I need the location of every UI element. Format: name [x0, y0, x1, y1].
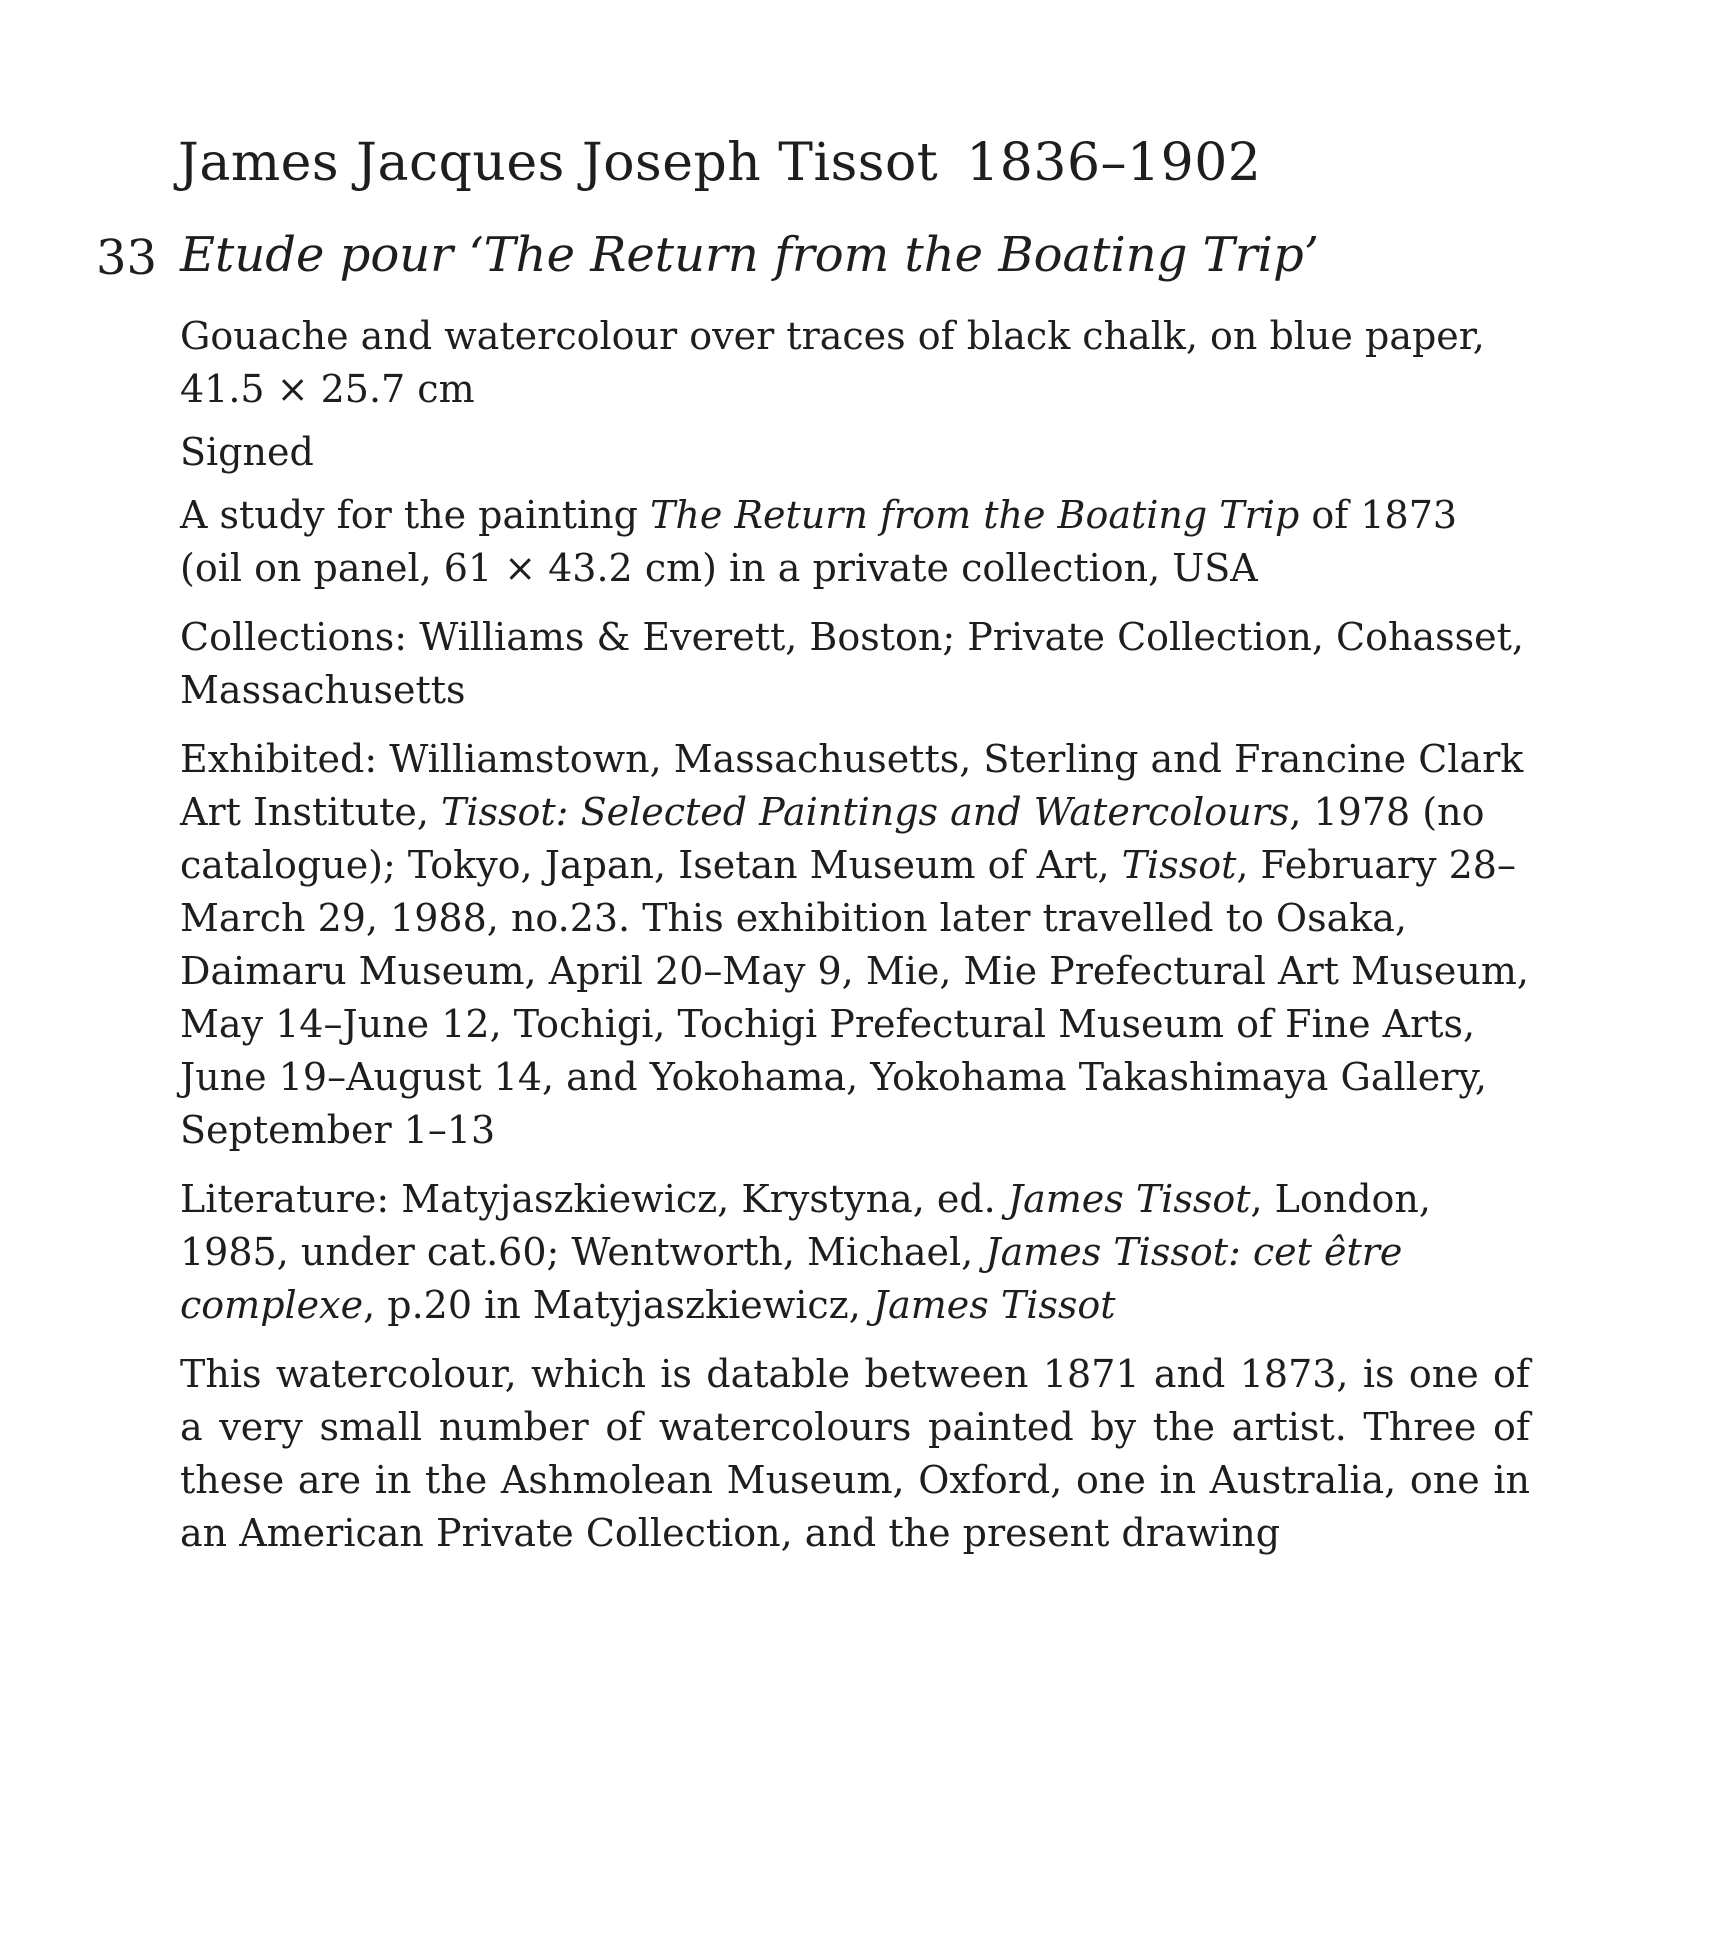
exhibition-title-1: Tissot: Selected Paintings and Watercolours	[441, 790, 1290, 834]
dimensions: 41.5 × 25.7 cm	[180, 367, 475, 411]
medium-paragraph	[180, 310, 1530, 416]
literature-title-3: James Tissot	[872, 1283, 1116, 1327]
signed-note: Signed	[180, 430, 314, 474]
artist-heading	[178, 128, 1261, 198]
exhibited-text-2: , 1978 (no catalogue); Tokyo, Japan, Isetan Museum of Art,	[180, 790, 1485, 887]
artist-name: James Jacques Joseph Tissot	[178, 133, 939, 193]
literature-title-2: James Tissot: cet être complexe	[180, 1230, 1403, 1327]
work-title: Etude pour ‘The Return from the Boating Trip’	[180, 227, 1319, 283]
exhibited-text-1: Exhibited: Williamstown, Massachusetts, Sterling and Francine Clark Art Institute,	[180, 737, 1524, 834]
literature-paragraph	[180, 1173, 1530, 1332]
commentary-paragraph: This watercolour, which is datable between 1871 and 1873, is one of a very small number of watercolours painted by the artist. Three of these are in the Ashmolean Museum, Oxford, one in Australia, one in an American Private Collection, and the present drawing	[180, 1352, 1530, 1555]
literature-text-1: Literature: Matyjaszkiewicz, Krystyna, ed.	[180, 1177, 1008, 1221]
exhibited-paragraph	[180, 733, 1530, 1157]
painting-title: The Return from the Boating Trip	[650, 493, 1300, 537]
exhibition-title-2: Tissot	[1121, 843, 1237, 887]
medium-description: Gouache and watercolour over traces of black chalk, on blue paper,	[180, 314, 1485, 358]
literature-title-1: James Tissot	[1007, 1177, 1251, 1221]
exhibited-text-3: , February 28–March 29, 1988, no.23. This exhibition later travelled to Osaka, Daimaru Museum, April 20–May 9, Mie, Mie Prefectural Art Museum, May 14–June 12, Tochigi, Tochigi Prefectural Museum of Fine Arts, June 19–August 14, and Yokohama, Yokohama Takashimaya Gallery, September 1–13	[180, 843, 1529, 1152]
collections-paragraph: Collections: Williams & Everett, Boston; Private Collection, Cohasset, Massachusetts	[180, 615, 1524, 712]
entry-body	[180, 310, 1530, 1576]
study-prefix: A study for the painting	[180, 493, 651, 537]
artist-dates: 1836–1902	[966, 133, 1262, 193]
catalogue-number: 33	[96, 230, 158, 286]
study-paragraph	[180, 489, 1530, 595]
literature-text-3: , p.20 in Matyjaszkiewicz,	[363, 1283, 873, 1327]
study-suffix: of 1873 (oil on panel, 61 × 43.2 cm) in a private collection, USA	[180, 493, 1458, 590]
literature-text-2: , London, 1985, under cat.60; Wentworth, Michael,	[180, 1177, 1431, 1274]
